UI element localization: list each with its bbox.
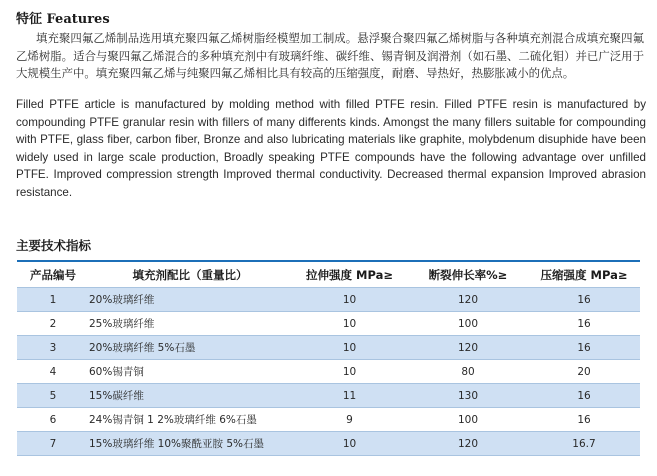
cell-filler-ratio: 20%玻璃纤维 xyxy=(89,288,291,312)
column-header-tensile-strength: 拉伸强度 MPa≥ xyxy=(291,261,408,288)
cell-tensile-strength: 10 xyxy=(291,312,408,336)
cell-elongation: 120 xyxy=(408,432,528,456)
cell-tensile-strength: 10 xyxy=(291,336,408,360)
cell-compressive-strength: 16 xyxy=(528,408,640,432)
cell-product-code: 1 xyxy=(17,288,89,312)
specs-table xyxy=(17,260,640,456)
column-header-elongation: 断裂伸长率%≥ xyxy=(408,261,528,288)
cell-tensile-strength: 10 xyxy=(291,432,408,456)
features-english-paragraph: Filled PTFE article is manufactured by molding method with filled PTFE resin. Filled PTFE resin is manufactured by compounding PTFE granular resin with fillers of many differents kinds. Amongst the many fillers suitable for compounding with PTFE, glass fiber, carbon fiber, Bronze and also lubricating materials like graphite, molybdenum disuphide have been widely used in large scale production, Broadly speaking PTFE compounds have the following advantage over unfilled PTFE. Improved compression strength Improved thermal conductivity. Decreased thermal expansion Improved abrasion resistance. xyxy=(16,98,646,199)
cell-filler-ratio: 20%玻璃纤维 5%石墨 xyxy=(89,336,291,360)
cell-product-code: 7 xyxy=(17,432,89,456)
table-row xyxy=(17,360,640,384)
cell-compressive-strength: 16 xyxy=(528,288,640,312)
cell-compressive-strength: 16.7 xyxy=(528,432,640,456)
table-row xyxy=(17,312,640,336)
table-row xyxy=(17,288,640,312)
cell-filler-ratio: 25%玻璃纤维 xyxy=(89,312,291,336)
cell-filler-ratio: 24%锡青铜 1 2%玻璃纤维 6%石墨 xyxy=(89,408,291,432)
cell-elongation: 80 xyxy=(408,360,528,384)
cell-elongation: 120 xyxy=(408,336,528,360)
cell-filler-ratio: 15%碳纤维 xyxy=(89,384,291,408)
cell-product-code: 3 xyxy=(17,336,89,360)
cell-filler-ratio: 60%锡青铜 xyxy=(89,360,291,384)
cell-product-code: 2 xyxy=(17,312,89,336)
cell-filler-ratio: 15%玻璃纤维 10%聚酰亚胺 5%石墨 xyxy=(89,432,291,456)
cell-elongation: 120 xyxy=(408,288,528,312)
table-row xyxy=(17,336,640,360)
cell-tensile-strength: 9 xyxy=(291,408,408,432)
cell-product-code: 6 xyxy=(17,408,89,432)
cell-product-code: 5 xyxy=(17,384,89,408)
cell-compressive-strength: 20 xyxy=(528,360,640,384)
column-header-compressive-strength: 压缩强度 MPa≥ xyxy=(528,261,640,288)
cell-tensile-strength: 11 xyxy=(291,384,408,408)
column-header-filler-ratio: 填充剂配比（重量比） xyxy=(89,261,291,288)
features-chinese-paragraph: 填充聚四氟乙烯制品选用填充聚四氟乙烯树脂经模塑加工制成。悬浮聚合聚四氟乙烯树脂与各种填充剂混合成填充聚四氟乙烯树脂。适合与聚四氟乙烯混合的多种填充剂中有玻璃纤维、碳纤维、锡青铜及润滑剂（如石墨、二硫化钼）并已广泛用于大规模生产中。填充聚四氟乙烯与纯聚四氟乙烯相比具有较高的压缩强度，耐磨、导热好，热膨胀减小的优点。 xyxy=(16,31,644,80)
cell-elongation: 130 xyxy=(408,384,528,408)
table-row xyxy=(17,432,640,456)
specs-table-header-row xyxy=(17,261,640,288)
table-row xyxy=(17,408,640,432)
cell-tensile-strength: 10 xyxy=(291,360,408,384)
cell-compressive-strength: 16 xyxy=(528,336,640,360)
cell-compressive-strength: 16 xyxy=(528,312,640,336)
table-row xyxy=(17,384,640,408)
cell-tensile-strength: 10 xyxy=(291,288,408,312)
cell-product-code: 4 xyxy=(17,360,89,384)
cell-compressive-strength: 16 xyxy=(528,384,640,408)
column-header-product-code: 产品编号 xyxy=(17,261,89,288)
features-heading: 特征 Features xyxy=(16,12,110,27)
specs-heading: 主要技术指标 xyxy=(16,238,92,253)
cell-elongation: 100 xyxy=(408,312,528,336)
cell-elongation: 100 xyxy=(408,408,528,432)
